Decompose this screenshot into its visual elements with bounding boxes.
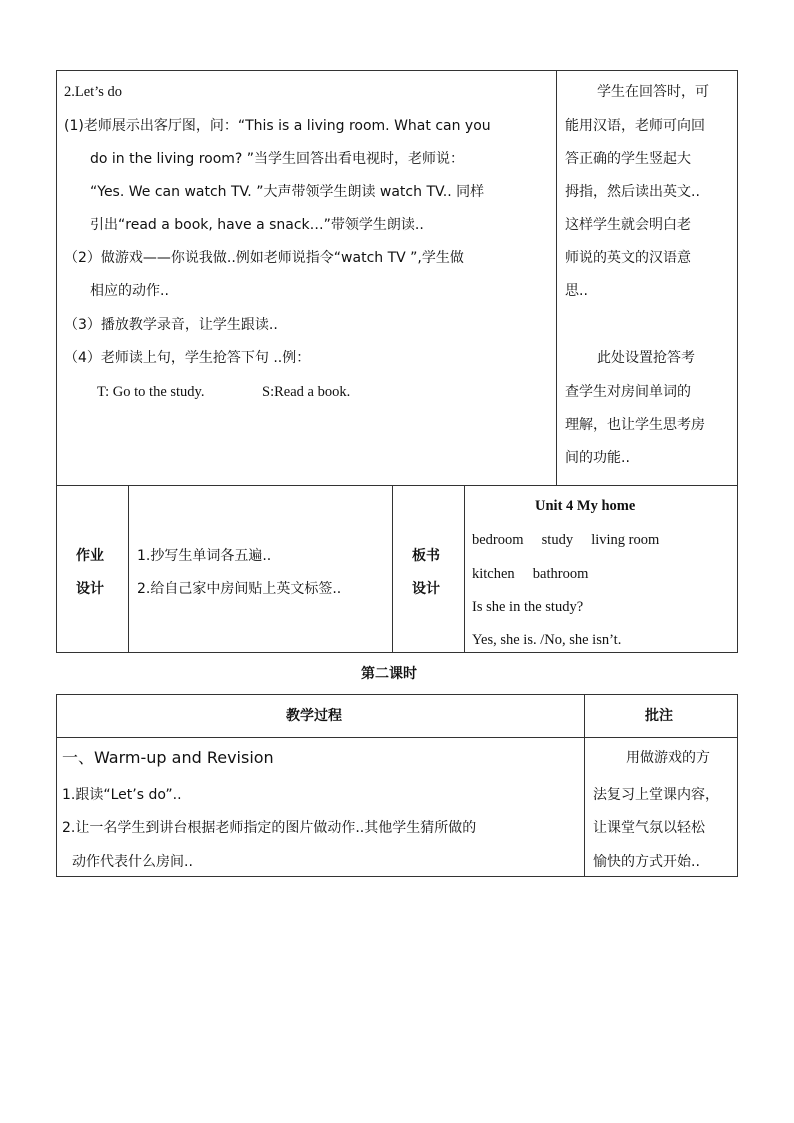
- table1-border-left: [56, 70, 57, 653]
- table2-note-line1: 用做游戏的方: [626, 750, 710, 766]
- lets-do-heading: 2.Let’s do: [64, 84, 122, 100]
- note1-line3: 答正确的学生竖起大: [565, 151, 691, 167]
- header-teaching-process: 教学过程: [286, 708, 342, 724]
- warmup-item-2-line1: 2.让一名学生到讲台根据老师指定的图片做动作..其他学生猜所做的: [62, 820, 477, 836]
- note1-line4: 拇指，然后读出英文..: [565, 184, 700, 200]
- table2-border-right: [737, 694, 738, 877]
- board-title: Unit 4 My home: [535, 498, 636, 514]
- board-label-divider: [464, 485, 465, 653]
- step1-line2: do in the living room? ”当学生回答出看电视时，老师说：: [90, 151, 465, 167]
- note1-line6: 师说的英文的汉语意: [565, 250, 691, 266]
- note1-line1: 学生在回答时，可: [597, 84, 709, 100]
- table1-border-top: [56, 70, 738, 71]
- step4: （4）老师读上句，学生抢答下句 ..例：: [64, 350, 311, 366]
- table2-header-divider: [56, 737, 738, 738]
- homework-content-divider: [392, 485, 393, 653]
- note1-line2: 能用汉语，老师可向回: [565, 118, 705, 134]
- homework-label-2: 设计: [76, 581, 104, 597]
- board-words-1: bedroom study living room: [472, 532, 660, 548]
- homework-label-1: 作业: [76, 548, 104, 564]
- warmup-item-1: 1.跟读“Let’s do”..: [62, 787, 182, 803]
- table1-border-right: [737, 70, 738, 653]
- board-question: Is she in the study?: [472, 599, 584, 615]
- note1-line7: 思..: [565, 283, 588, 299]
- table1-row-divider: [56, 485, 738, 486]
- warmup-item-2-line2: 动作代表什么房间..: [72, 854, 193, 870]
- table2-note-line2: 法复习上堂课内容，: [593, 787, 719, 803]
- header-notes: 批注: [645, 708, 673, 724]
- table2-border-left: [56, 694, 57, 877]
- table1-divider-notes: [556, 70, 557, 486]
- board-answer: Yes, she is. /No, she isn’t.: [472, 632, 622, 648]
- warmup-title: 一、Warm-up and Revision: [62, 748, 274, 767]
- note2-line2: 查学生对房间单词的: [565, 384, 691, 400]
- step3: （3）播放教学录音，让学生跟读..: [64, 317, 278, 333]
- step2-line2: 相应的动作..: [90, 283, 169, 299]
- board-label-1: 板书: [412, 548, 440, 564]
- table2-note-line4: 愉快的方式开始..: [593, 854, 700, 870]
- table2-col-divider: [584, 694, 585, 877]
- homework-item-1: 1.抄写生单词各五遍..: [137, 548, 272, 564]
- step1-line4: 引出“read a book, have a snack…”带领学生朗读..: [90, 217, 424, 233]
- note1-line5: 这样学生就会明白老: [565, 217, 691, 233]
- table2-border-bottom: [56, 876, 738, 877]
- homework-item-2: 2.给自己家中房间贴上英文标签..: [137, 581, 342, 597]
- table1-border-bottom: [56, 652, 738, 653]
- note2-line1: 此处设置抢答考: [597, 350, 695, 366]
- note2-line3: 理解，也让学生思考房: [565, 417, 705, 433]
- step1-line3: “Yes. We can watch TV. ”大声带领学生朗读 watch TV.. 同样: [90, 184, 485, 200]
- example-teacher: T: Go to the study.: [97, 384, 205, 400]
- example-student: S:Read a book.: [262, 384, 351, 400]
- step1-line1: (1)老师展示出客厅图，问：“This is a living room. What can you: [64, 118, 491, 134]
- board-words-2: kitchen bathroom: [472, 566, 589, 582]
- table2-note-line3: 让课堂气氛以轻松: [593, 820, 705, 836]
- homework-label-divider: [128, 485, 129, 653]
- board-label-2: 设计: [412, 581, 440, 597]
- table2-border-top: [56, 694, 738, 695]
- step2-line1: （2）做游戏——你说我做..例如老师说指令“watch TV ”,学生做: [64, 250, 464, 266]
- section-title: 第二课时: [361, 666, 417, 682]
- note2-line4: 间的功能..: [565, 450, 630, 466]
